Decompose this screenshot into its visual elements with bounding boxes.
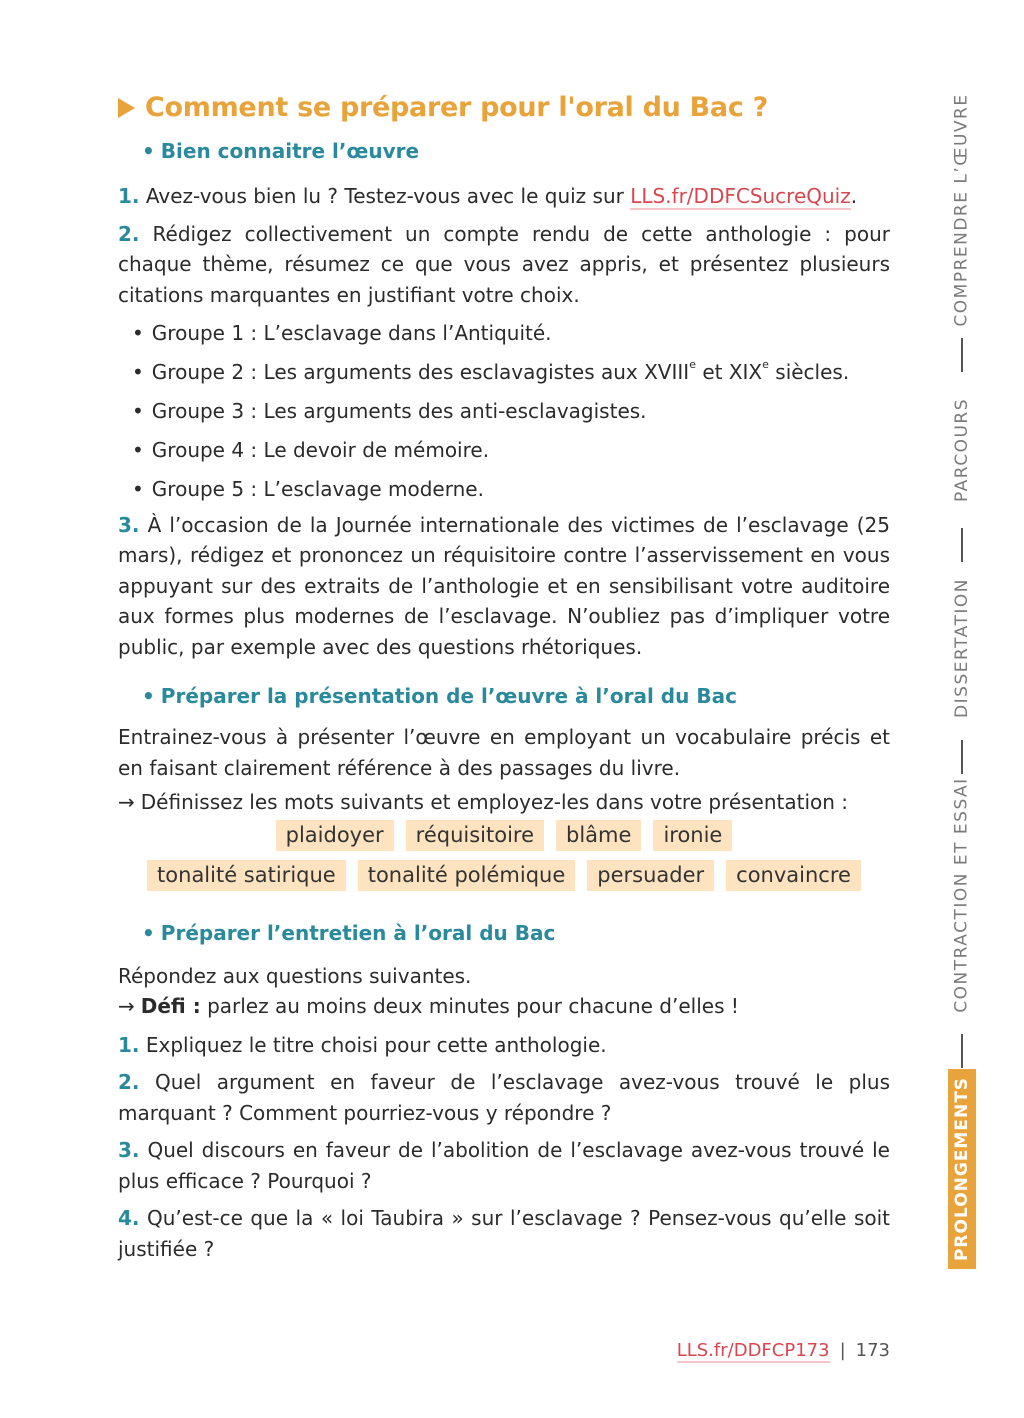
question-2: 2. Quel argument en faveur de l’esclavage avez-vous trouvé le plus marquant ? Comment pourriez-vous y répondre ? bbox=[118, 1070, 890, 1125]
defi-line: → Défi : parlez au moins deux minutes pour chacune d’elles ! bbox=[118, 991, 890, 1022]
keyword: plaidoyer bbox=[276, 820, 394, 851]
play-arrow-icon bbox=[118, 98, 135, 118]
section-heading: • Préparer la présentation de l’œuvre à l’oral du Bac bbox=[142, 684, 737, 708]
chapter-sidebar bbox=[944, 80, 980, 1280]
sidebar-item-parcours[interactable]: PARCOURS bbox=[952, 397, 972, 503]
list-item: • Groupe 4 : Le devoir de mémoire. bbox=[132, 438, 490, 462]
sidebar-divider bbox=[961, 338, 963, 372]
list-item: • Groupe 5 : L’esclavage moderne. bbox=[132, 477, 484, 501]
keyword: persuader bbox=[587, 860, 714, 891]
page-content bbox=[118, 92, 890, 1264]
keyword: ironie bbox=[653, 820, 732, 851]
footer-link[interactable]: LLS.fr/DDFCP173 bbox=[676, 1340, 830, 1361]
question-3: 3. Quel discours en faveur de l’abolition de l’esclavage avez-vous trouvé le plus efficace ? Pourquoi ? bbox=[118, 1138, 890, 1193]
list-item: • Groupe 1 : L’esclavage dans l’Antiquité. bbox=[132, 321, 552, 345]
sidebar-divider bbox=[961, 740, 963, 774]
keyword: blâme bbox=[556, 820, 641, 851]
page-footer: LLS.fr/DDFCP173 | 173 bbox=[676, 1340, 890, 1361]
quiz-link[interactable]: LLS.fr/DDFCSucreQuiz bbox=[630, 184, 851, 208]
keyword: tonalité polémique bbox=[358, 860, 576, 891]
presentation-intro: Entrainez-vous à présenter l’œuvre en employant un vocabulaire précis et en faisant clairement référence à des passages du livre. bbox=[118, 725, 890, 780]
sidebar-divider bbox=[961, 1034, 963, 1068]
item-2: 2. Rédigez collectivement un compte rendu de cette anthologie : pour chaque thème, résumez ce que vous avez appris, et présentez plusieurs citations marquantes en justifiant votre choix. bbox=[118, 221, 890, 307]
keyword: convaincre bbox=[726, 860, 861, 891]
item-1: 1. Avez-vous bien lu ? Testez-vous avec le quiz sur LLS.fr/DDFCSucreQuiz. bbox=[118, 184, 858, 208]
right-arrow-icon: → bbox=[118, 994, 135, 1018]
section-heading: • Bien connaitre l’œuvre bbox=[142, 139, 420, 163]
sidebar-item-dissertation[interactable]: DISSERTATION bbox=[952, 578, 972, 718]
question-4: 4. Qu’est-ce que la « loi Taubira » sur l’esclavage ? Pensez-vous qu’elle soit justifiée ? bbox=[118, 1206, 891, 1261]
sidebar-item-prolongements[interactable]: PROLONGEMENTS bbox=[944, 1074, 980, 1264]
list-item: • Groupe 2 : Les arguments des esclavagistes aux XVIIIe et XIXe siècles. bbox=[132, 358, 850, 384]
right-arrow-icon: → bbox=[118, 790, 135, 814]
page-title: Comment se préparer pour l'oral du Bac ? bbox=[118, 92, 890, 123]
entretien-intro: Répondez aux questions suivantes. bbox=[118, 963, 472, 988]
sidebar-item-contraction[interactable]: CONTRACTION ET ESSAI bbox=[952, 777, 973, 1013]
list-item: • Groupe 3 : Les arguments des anti-esclavagistes. bbox=[132, 399, 647, 423]
page-number: 173 bbox=[855, 1340, 890, 1361]
sidebar-divider bbox=[961, 528, 963, 562]
sidebar-item-comprendre[interactable]: COMPRENDRE L’ŒUVRE bbox=[952, 93, 972, 327]
group-list bbox=[118, 318, 890, 505]
presentation-instruction: → Définissez les mots suivants et employez-les dans votre présentation : bbox=[118, 787, 890, 818]
keyword: réquisitoire bbox=[406, 820, 544, 851]
keyword: tonalité satirique bbox=[147, 860, 346, 891]
item-3: 3. À l’occasion de la Journée internationale des victimes de l’esclavage (25 mars), rédigez et prononcez un réquisitoire contre l’asservissement en vous appuyant sur des extraits de l’anthologie et en sensibilisant votre auditoire aux formes plus modernes de l’esclavage. N’oubliez pas d’impliquer votre public, par exemple avec des questions rhétoriques. bbox=[118, 512, 891, 659]
section-heading: • Préparer l’entretien à l’oral du Bac bbox=[142, 920, 556, 945]
question-1: 1. Expliquez le titre choisi pour cette anthologie. bbox=[118, 1032, 607, 1057]
keyword-row bbox=[118, 820, 890, 851]
keyword-row bbox=[118, 860, 890, 891]
